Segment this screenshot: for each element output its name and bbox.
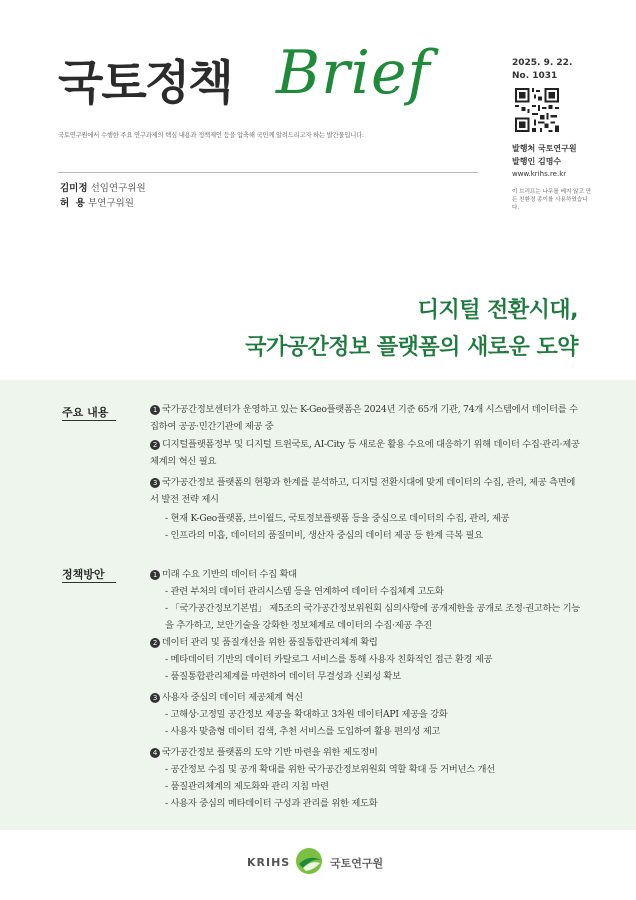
author-2 [60, 195, 134, 209]
policy-sub-item: - 공간정보 수집 및 공개 확대를 위한 국가공간정보위원회 역할 확대 등 거버넌스 개선 [165, 764, 495, 775]
number-badge: 4 [150, 748, 160, 758]
section-label-policy: 정책방안 [62, 568, 105, 581]
policy-heading-text: 국가공간정보 플랫폼의 도약 기반 마련을 위한 제도정비 [162, 747, 378, 758]
number-badge: 2 [150, 638, 160, 648]
author-title: 선임연구위원 [90, 183, 146, 194]
summary-item [150, 436, 582, 470]
summary-item-text: 디지털플랫폼정부 및 디지털 트윈국토, AI-City 등 새로운 활용 수요에 대응하기 위해 데이터 수집·관리·제공체계의 혁신 필요 [150, 439, 580, 467]
eco-paper-notice: 이 브리프는 나무를 베지 않고 만든 친환경 종이를 사용하였습니다. [512, 189, 592, 211]
summary-item-text: 국가공간정보 플랫폼의 현황과 한계를 분석하고, 디지털 전환시대에 맞게 데이터의 수집, 관리, 제공 측면에서 발전 전략 제시 [150, 477, 576, 505]
policy-sub-item: - 사용자 중심의 메타데이터 구성과 관리를 위한 제도화 [165, 798, 378, 809]
issuer: 발행인 김명수 [512, 157, 562, 166]
report-title-line-1: 디지털 전환시대, [417, 298, 578, 323]
policy-sub-item: - 품질관리체계의 제도화와 관리 지침 마련 [165, 781, 329, 792]
summary-item-text: 국가공간정보센터가 운영하고 있는 K-Geo플랫폼은 2024년 기준 65개 기관, 74개 시스템에서 데이터를 수집하여 공공·민간기관에 제공 중 [150, 404, 578, 432]
publisher: 발행처 국토연구원 [512, 144, 577, 153]
issue-date: 2025. 9. 22. [512, 58, 573, 68]
krihs-logo-icon [294, 846, 324, 876]
policy-sub-item: - 품질통합관리체계를 마련하여 데이터 무결성과 신뢰성 확보 [165, 671, 401, 682]
policy-heading [150, 566, 582, 583]
footer-krihs-wordmark: KRIHS [247, 856, 291, 869]
number-badge: 1 [150, 405, 160, 415]
policy-heading-text: 미래 수요 기반의 데이터 수집 확대 [162, 569, 297, 580]
summary-item [150, 474, 582, 508]
policy-heading [150, 744, 582, 761]
policy-heading [150, 689, 582, 706]
author-1 [60, 180, 146, 194]
policy-heading-text: 사용자 중심의 데이터 제공체계 혁신 [162, 692, 303, 703]
summary-item [150, 401, 582, 435]
author-name: 허 용 [60, 198, 85, 209]
policy-sub-item: - 메타데이터 기반의 데이터 카탈로그 서비스를 통해 사용자 친화적인 접근 환경 제공 [165, 654, 493, 665]
section-underline [62, 420, 116, 421]
qr-code-icon [515, 88, 559, 132]
issue-number: No. 1031 [512, 71, 558, 81]
website-link[interactable]: www.krihs.re.kr [512, 170, 567, 178]
number-badge: 3 [150, 478, 160, 488]
policy-heading-text: 데이터 관리 및 품질개선을 위한 품질통합관리체계 확립 [162, 637, 378, 648]
policy-sub-item: - 고해상·고정밀 공간정보 제공을 확대하고 3차원 데이터API 제공을 강화 [165, 709, 448, 720]
author-name: 김미정 [60, 183, 88, 194]
author-title: 부연구위원 [88, 198, 134, 209]
section-label-main-content: 주요 내용 [62, 406, 109, 419]
section-underline [62, 582, 116, 583]
number-badge: 3 [150, 693, 160, 703]
masthead-title: 국토정책 [58, 56, 232, 111]
policy-sub-item: - 「국가공간정보기본법」 제5조의 국가공간정보위원회 심의사항에 공개제한을 공개로 조정·권고하는 기능을 추가하고, 보안기술을 강화한 정보체계로 데이터의 수집·제공 추진 [165, 603, 580, 631]
policy-sub-item: - 관련 부처의 데이터 관리시스템 등을 연계하여 데이터 수집체계 고도화 [165, 586, 444, 597]
summary-sub-item: - 인프라의 미흡, 데이터의 품질미비, 생산자 중심의 데이터 제공 등 한계 극복 필요 [165, 530, 483, 541]
header-divider [58, 172, 478, 173]
footer-org-name: 국토연구원 [330, 857, 384, 870]
report-title-line-2: 국가공간정보 플랫폼의 새로운 도약 [245, 335, 578, 360]
summary-sub-item: - 현재 K-Geo플랫폼, 브이월드, 국토정보플랫폼 등을 중심으로 데이터의 수집, 관리, 제공 [165, 513, 510, 524]
masthead-brief: Brief [276, 38, 431, 108]
number-badge: 1 [150, 570, 160, 580]
tagline: 국토연구원에서 수행한 주요 연구과제의 핵심 내용과 정책제언 등을 압축해 국민께 알려드리고자 하는 발간물입니다. [58, 132, 364, 139]
policy-sub-item: - 사용자 맞춤형 데이터 검색, 추천 서비스를 도입하여 활용 편의성 제고 [165, 726, 441, 737]
policy-heading [150, 634, 582, 651]
number-badge: 2 [150, 440, 160, 450]
